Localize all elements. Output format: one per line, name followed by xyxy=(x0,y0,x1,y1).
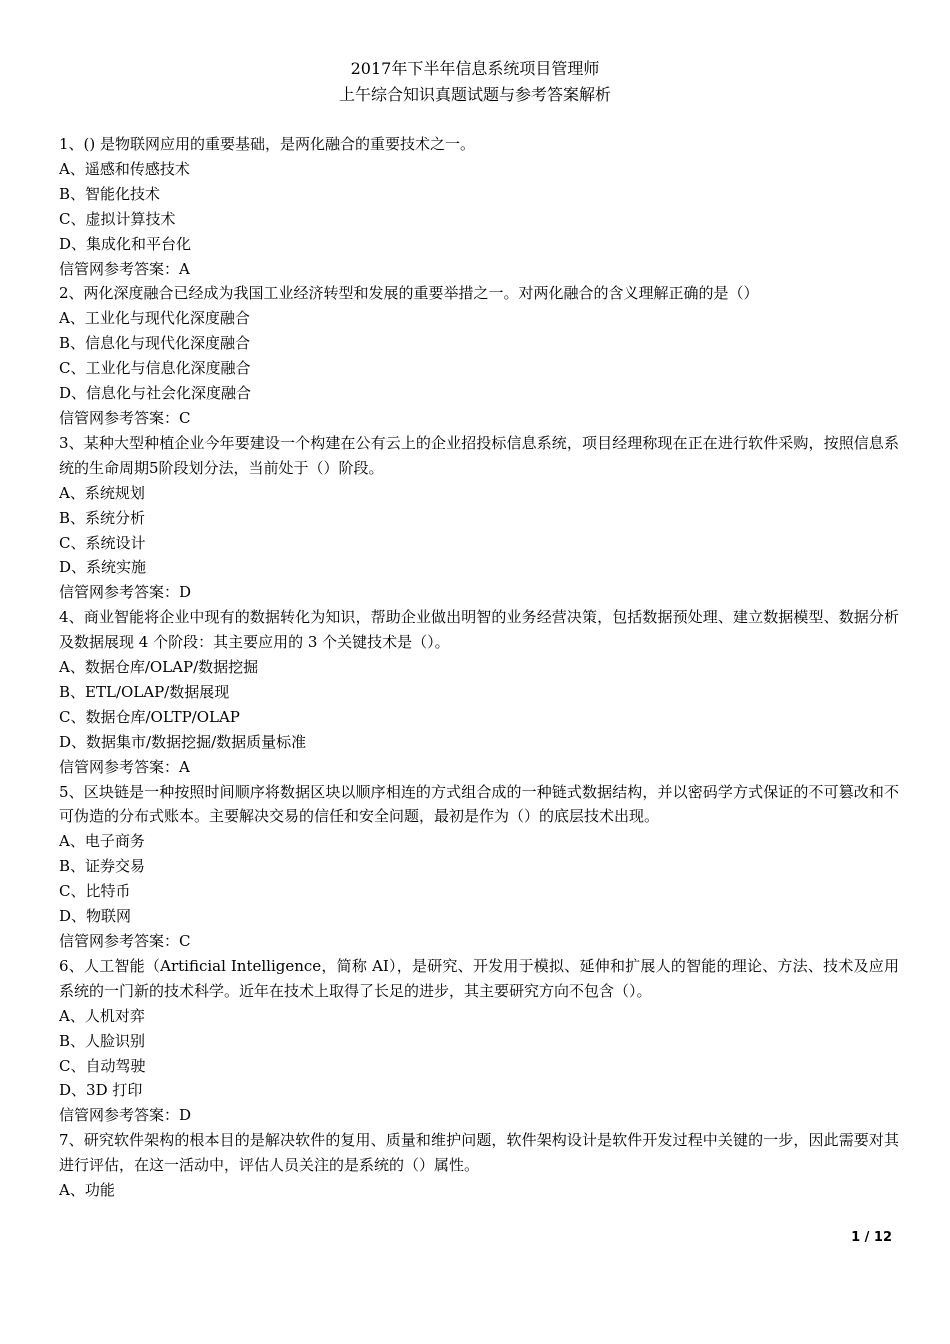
question-stem: 3、某种大型种植企业今年要建设一个构建在公有云上的企业招投标信息系统，项目经理称现在正在进行软件采购，按照信息系统的生命周期5阶段划分法，当前处于（）阶段。 xyxy=(59,433,899,477)
option-b: B、信息化与现代化深度融合 xyxy=(59,334,251,353)
option-d: D、系统实施 xyxy=(59,558,147,577)
question-2 xyxy=(59,281,899,430)
option-a: A、工业化与现代化深度融合 xyxy=(59,309,250,328)
question-6 xyxy=(59,954,899,1128)
option-a: A、电子商务 xyxy=(59,832,145,851)
option-b: B、人脸识别 xyxy=(59,1031,146,1050)
answer: 信管网参考答案：D xyxy=(59,583,192,602)
option-c: C、虚拟计算技术 xyxy=(59,209,176,228)
option-d: D、物联网 xyxy=(59,907,132,926)
option-a: A、系统规划 xyxy=(59,483,145,502)
question-list xyxy=(59,132,899,1203)
option-d: D、3D 打印 xyxy=(59,1081,143,1100)
question-stem: 4、商业智能将企业中现有的数据转化为知识，帮助企业做出明智的业务经营决策，包括数据预处理、建立数据模型、数据分析及数据展现 4 个阶段：其主要应用的 3 个关键技术是（）。 xyxy=(59,608,899,652)
question-3 xyxy=(59,431,899,605)
option-c: C、比特币 xyxy=(59,882,131,901)
option-d: D、信息化与社会化深度融合 xyxy=(59,384,252,403)
question-7 xyxy=(59,1128,899,1203)
option-c: C、数据仓库/OLTP/OLAP xyxy=(59,707,240,726)
question-stem: 5、区块链是一种按照时间顺序将数据区块以顺序相连的方式组合成的一种链式数据结构，并以密码学方式保证的不可篡改和不可伪造的分布式账本。主要解决交易的信任和安全问题，最初是作为（）的底层技术出现。 xyxy=(59,782,899,826)
option-c: C、工业化与信息化深度融合 xyxy=(59,359,251,378)
option-a: A、功能 xyxy=(59,1181,115,1200)
question-stem: 1、() 是物联网应用的重要基础，是两化融合的重要技术之一。 xyxy=(59,135,476,153)
option-a: A、人机对弈 xyxy=(59,1006,145,1025)
option-c: C、自动驾驶 xyxy=(59,1056,146,1075)
option-d: D、集成化和平台化 xyxy=(59,234,192,253)
answer: 信管网参考答案：C xyxy=(59,932,191,950)
option-b: B、证券交易 xyxy=(59,857,146,876)
question-5 xyxy=(59,780,899,954)
option-d: D、数据集市/数据挖掘/数据质量标准 xyxy=(59,732,307,751)
answer: 信管网参考答案：D xyxy=(59,1106,192,1125)
option-a: A、数据仓库/OLAP/数据挖掘 xyxy=(59,658,259,677)
question-stem: 2、两化深度融合已经成为我国工业经济转型和发展的重要举措之一。对两化融合的含义理解正确的是（） xyxy=(59,284,759,303)
option-b: B、智能化技术 xyxy=(59,184,161,203)
option-a: A、遥感和传感技术 xyxy=(59,159,190,178)
answer: 信管网参考答案：C xyxy=(59,408,191,427)
title-line-2: 上午综合知识真题试题与参考答案解析 xyxy=(338,85,611,104)
answer: 信管网参考答案：A xyxy=(59,757,190,776)
option-b: B、系统分析 xyxy=(59,508,146,527)
question-stem: 7、研究软件架构的根本目的是解决软件的复用、质量和维护问题，软件架构设计是软件开发过程中关键的一步，因此需要对其进行评估，在这一活动中，评估人员关注的是系统的（）属性。 xyxy=(59,1131,899,1175)
question-1 xyxy=(59,132,899,281)
document-title xyxy=(0,56,950,108)
question-4 xyxy=(59,605,899,779)
answer: 信管网参考答案：A xyxy=(59,259,190,278)
question-stem: 6、人工智能（Artificial Intelligence，简称 AI），是研究、开发用于模拟、延伸和扩展人的智能的理论、方法、技术及应用系统的一门新的技术科学。近年在技术上取得了长足的进步，其主要研究方向不包含（）。 xyxy=(59,956,899,1000)
page-number: 1 / 12 xyxy=(851,1230,892,1245)
option-b: B、ETL/OLAP/数据展现 xyxy=(59,682,230,701)
title-line-1: 2017年下半年信息系统项目管理师 xyxy=(350,59,600,78)
option-c: C、系统设计 xyxy=(59,533,146,552)
